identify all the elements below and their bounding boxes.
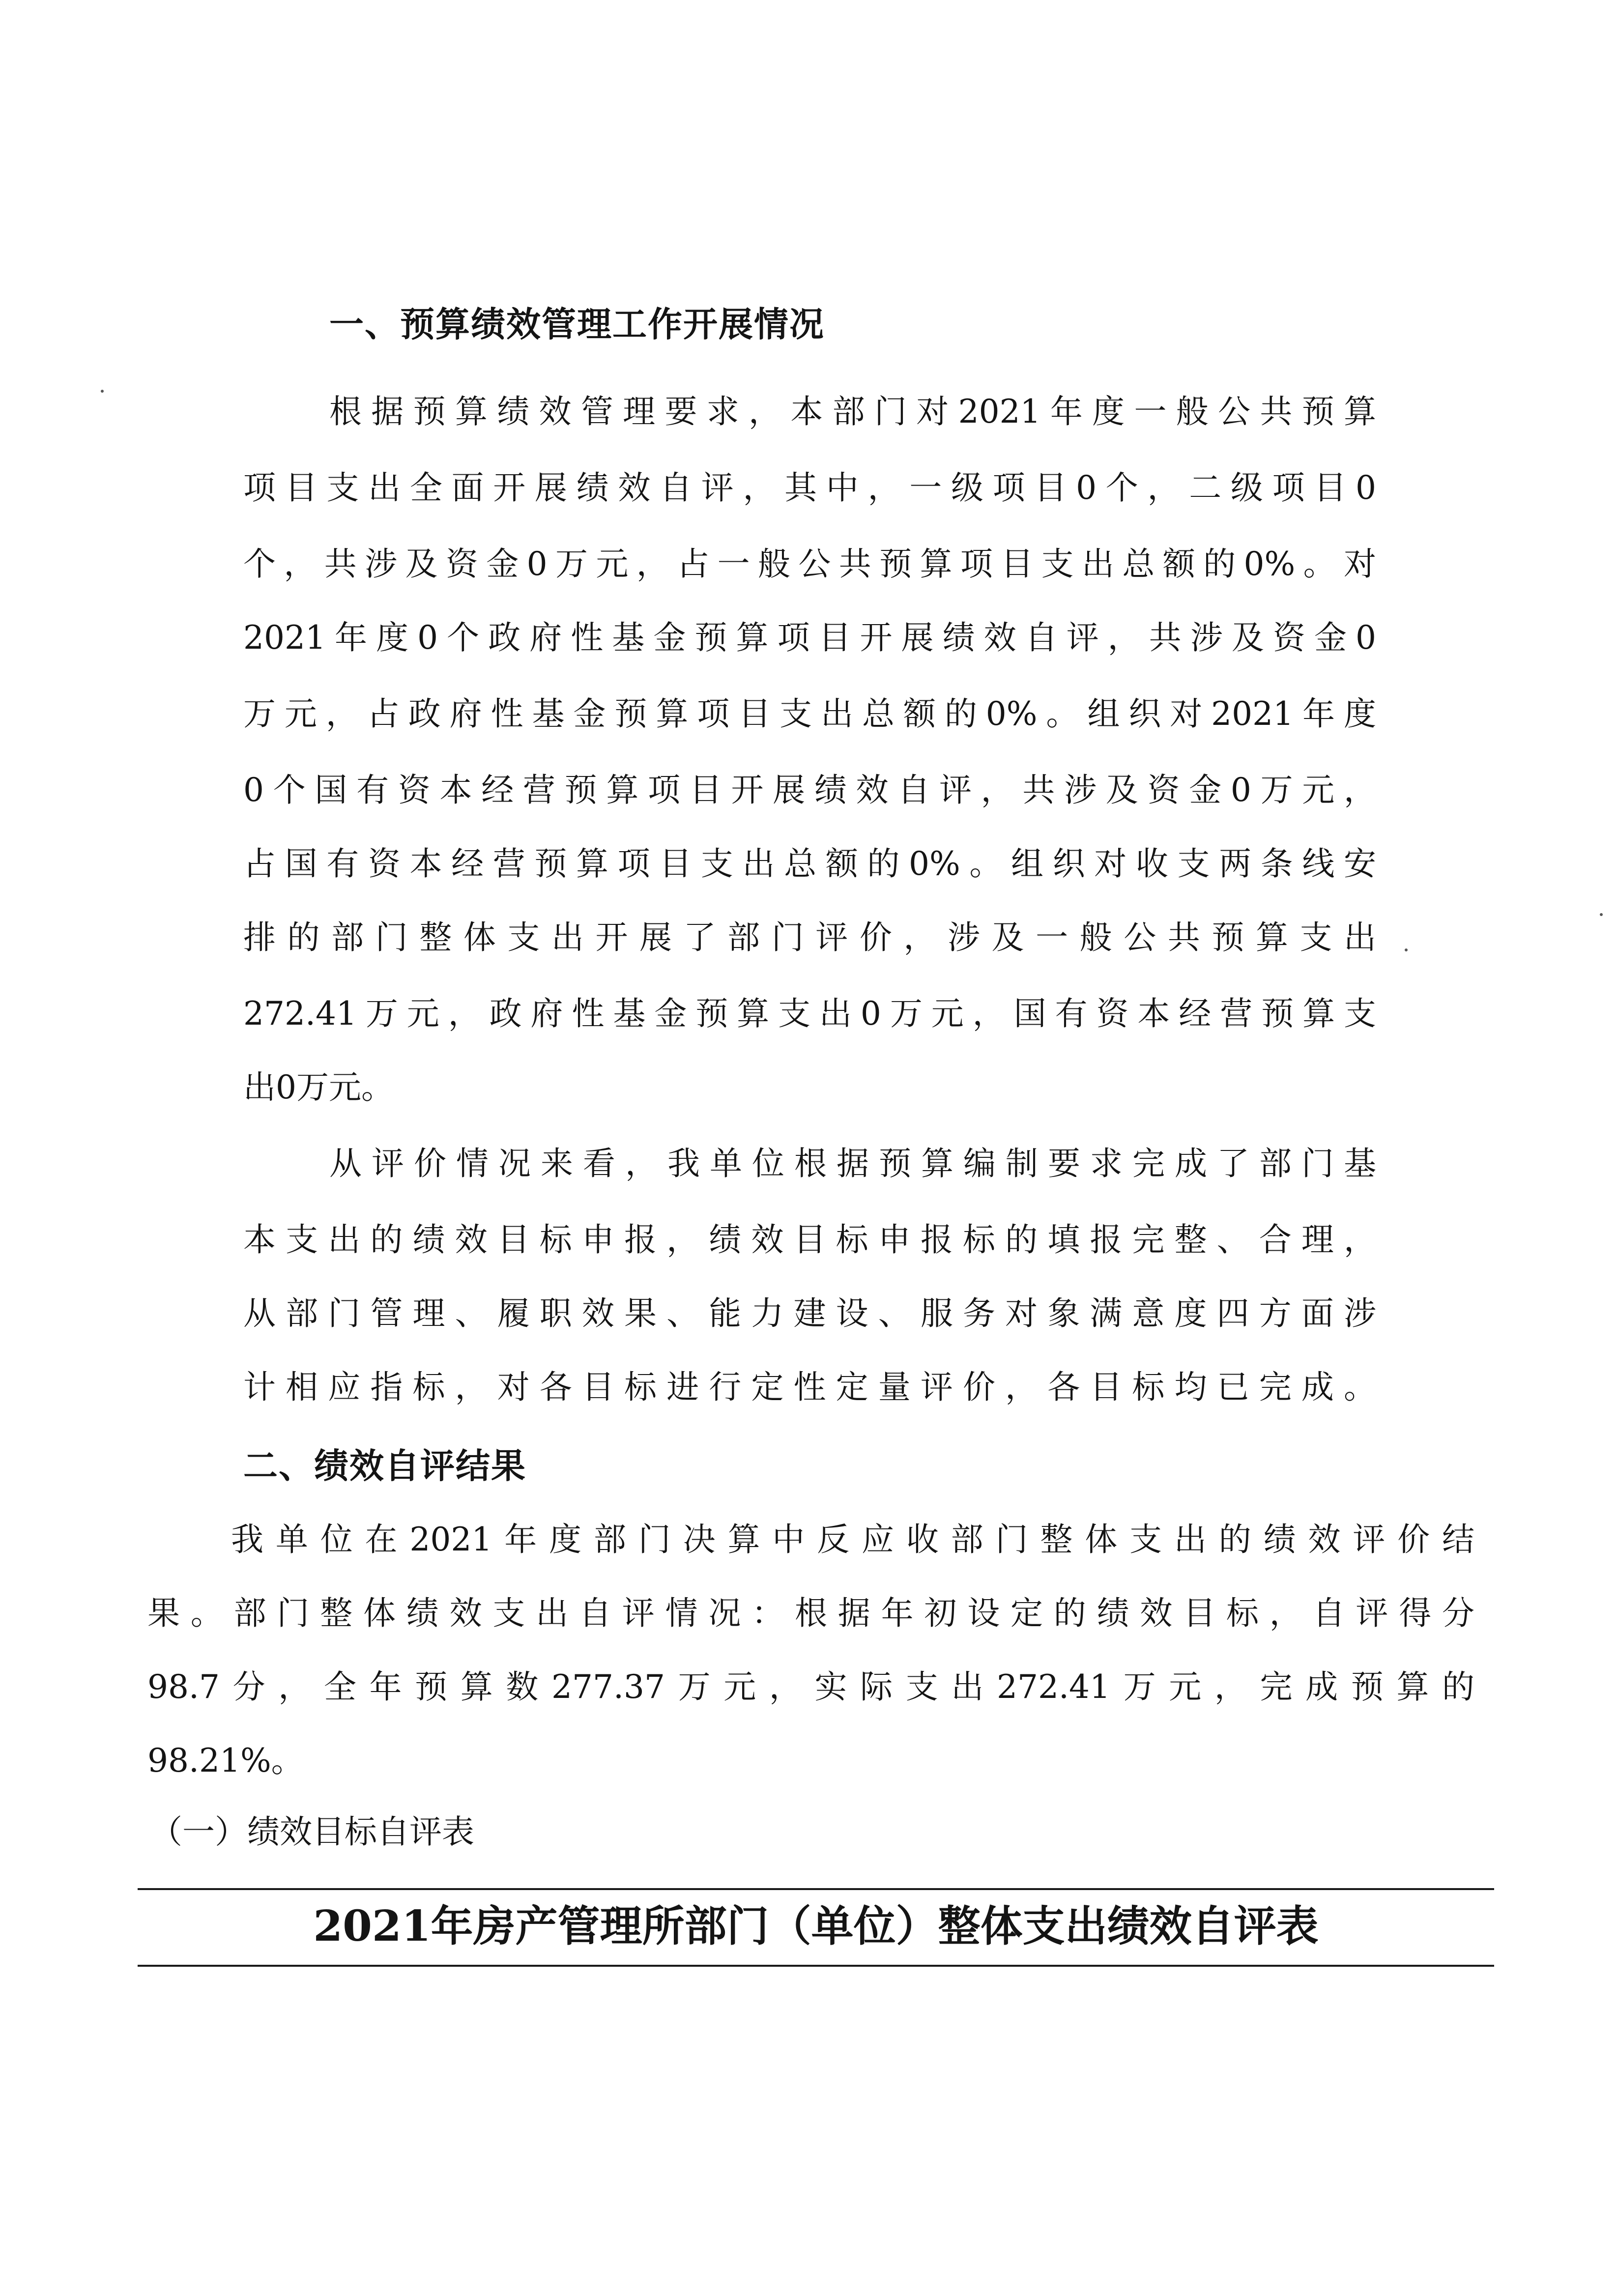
scan-speck: [1405, 948, 1408, 951]
table-title: 2021年房产管理所部门（单位）整体支出绩效自评表: [313, 1901, 1319, 1951]
section-1-heading: 一、预算绩效管理工作开展情况: [329, 304, 825, 344]
paragraph-line: 万元，占政府性基金预算项目支出总额的0%。组织对2021年度: [243, 695, 1376, 733]
paragraph-line: 根据预算绩效管理要求，本部门对2021年度一般公共预算: [329, 393, 1376, 430]
table-title-top-rule: [138, 1888, 1494, 1890]
scan-speck: [101, 390, 104, 393]
paragraph-line: 果。部门整体绩效支出自评情况：根据年初设定的绩效目标，自评得分: [147, 1594, 1474, 1632]
paragraph-line: 我单位在2021年度部门决算中反应收部门整体支出的绩效评价结: [231, 1521, 1474, 1558]
paragraph-line: 从部门管理、履职效果、能力建设、服务对象满意度四方面涉: [243, 1294, 1376, 1332]
paragraph-line: 占国有资本经营预算项目支出总额的0%。组织对收支两条线安: [243, 845, 1376, 883]
section-2-heading: 二、绩效自评结果: [243, 1446, 526, 1486]
paragraph-line: 272.41万元，政府性基金预算支出0万元，国有资本经营预算支: [243, 995, 1376, 1033]
paragraph-line: 98.21%。: [147, 1742, 304, 1779]
paragraph-line: 98.7分，全年预算数277.37万元，实际支出272.41万元，完成预算的: [147, 1668, 1474, 1706]
table-subheading: （一）绩效目标自评表: [150, 1813, 474, 1851]
paragraph-line: 计相应指标，对各目标进行定性定量评价，各目标均已完成。: [243, 1368, 1376, 1406]
paragraph-line: 项目支出全面开展绩效自评，其中，一级项目0个，二级项目0: [243, 469, 1376, 507]
paragraph-line: 排的部门整体支出开展了部门评价，涉及一般公共预算支出: [243, 918, 1376, 956]
paragraph-line: 个，共涉及资金0万元，占一般公共预算项目支出总额的0%。对: [243, 545, 1376, 583]
paragraph-line: 0个国有资本经营预算项目开展绩效自评，共涉及资金0万元，: [243, 771, 1376, 809]
table-title-bottom-rule: [138, 1965, 1494, 1967]
scan-speck: [1600, 913, 1603, 916]
paragraph-line: 2021年度0个政府性基金预算项目开展绩效自评，共涉及资金0: [243, 619, 1376, 657]
paragraph-line: 出0万元。: [243, 1068, 394, 1106]
paragraph-line: 本支出的绩效目标申报，绩效目标申报标的填报完整、合理，: [243, 1221, 1376, 1259]
paragraph-line: 从评价情况来看，我单位根据预算编制要求完成了部门基: [329, 1145, 1376, 1182]
